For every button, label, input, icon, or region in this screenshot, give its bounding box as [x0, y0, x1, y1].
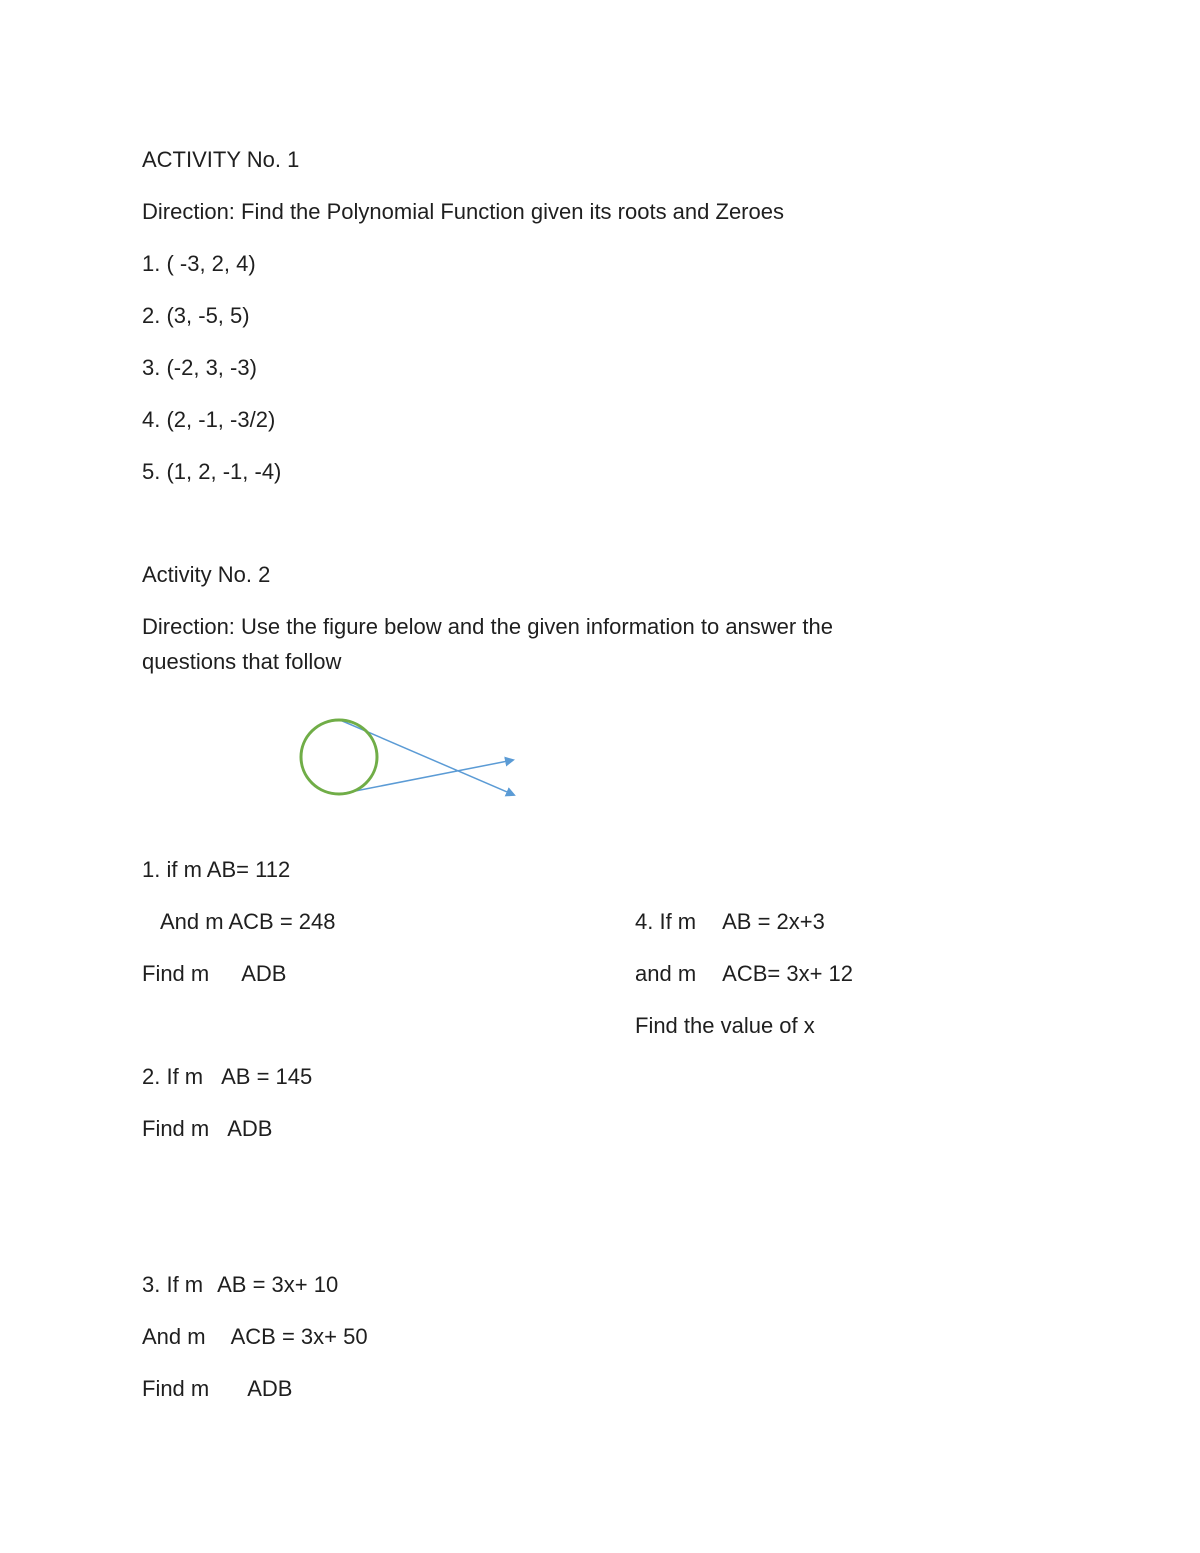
activity2-title: Activity No. 2 [142, 562, 271, 587]
q3-line2 [142, 1324, 368, 1350]
activity1-direction: Direction: Find the Polynomial Function given its roots and Zeroes [142, 199, 784, 224]
q1-line3-prefix: Find m [142, 961, 210, 986]
q3-line2-prefix: And m [142, 1324, 206, 1349]
activity1-item-5: 5. (1, 2, -1, -4) [142, 459, 282, 484]
activity2-direction-line1: Direction: Use the figure below and the given information to answer the [142, 614, 833, 639]
q3-line3-arc: ADB [247, 1376, 293, 1401]
activity1-title: ACTIVITY No. 1 [142, 147, 300, 172]
activity1-item-1: 1. ( -3, 2, 4) [142, 251, 256, 276]
q4-line3: Find the value of x [635, 1013, 815, 1038]
q2-line2-arc: ADB [227, 1116, 273, 1141]
q2-line1-prefix: 2. If m [142, 1064, 204, 1089]
q4-line2-prefix: and m [635, 961, 697, 986]
q3-line2-value: ACB = 3x+ 50 [230, 1324, 368, 1349]
activity1-item-4: 4. (2, -1, -3/2) [142, 407, 276, 432]
activity1-item-3: 3. (-2, 3, -3) [142, 355, 257, 380]
q4-line1-value: AB = 2x+3 [722, 909, 825, 934]
q1-line3-arc: ADB [241, 961, 287, 986]
q4-line1-prefix: 4. If m [635, 909, 697, 934]
q3-line3 [142, 1376, 293, 1402]
q1-line3 [142, 961, 287, 987]
q3-line1-value: AB = 3x+ 10 [217, 1272, 339, 1297]
q3-line1-prefix: 3. If m [142, 1272, 204, 1297]
q3-line1 [142, 1272, 338, 1298]
q4-line1 [635, 909, 825, 935]
q1-line2: And m ACB = 248 [160, 909, 336, 934]
circle [301, 720, 377, 794]
activity1-item-2: 2. (3, -5, 5) [142, 303, 250, 328]
activity2-direction-line2: questions that follow [142, 649, 342, 674]
q4-line2 [635, 961, 853, 987]
q2-line1 [142, 1064, 312, 1090]
q4-line2-value: ACB= 3x+ 12 [722, 961, 854, 986]
q2-line2-prefix: Find m [142, 1116, 210, 1141]
circle-secants-figure [290, 708, 530, 808]
secant-line-lower [340, 760, 513, 794]
q1-line1: 1. if m AB= 112 [142, 857, 291, 882]
q2-line2 [142, 1116, 273, 1142]
q3-line3-prefix: Find m [142, 1376, 210, 1401]
q2-line1-value: AB = 145 [221, 1064, 313, 1089]
